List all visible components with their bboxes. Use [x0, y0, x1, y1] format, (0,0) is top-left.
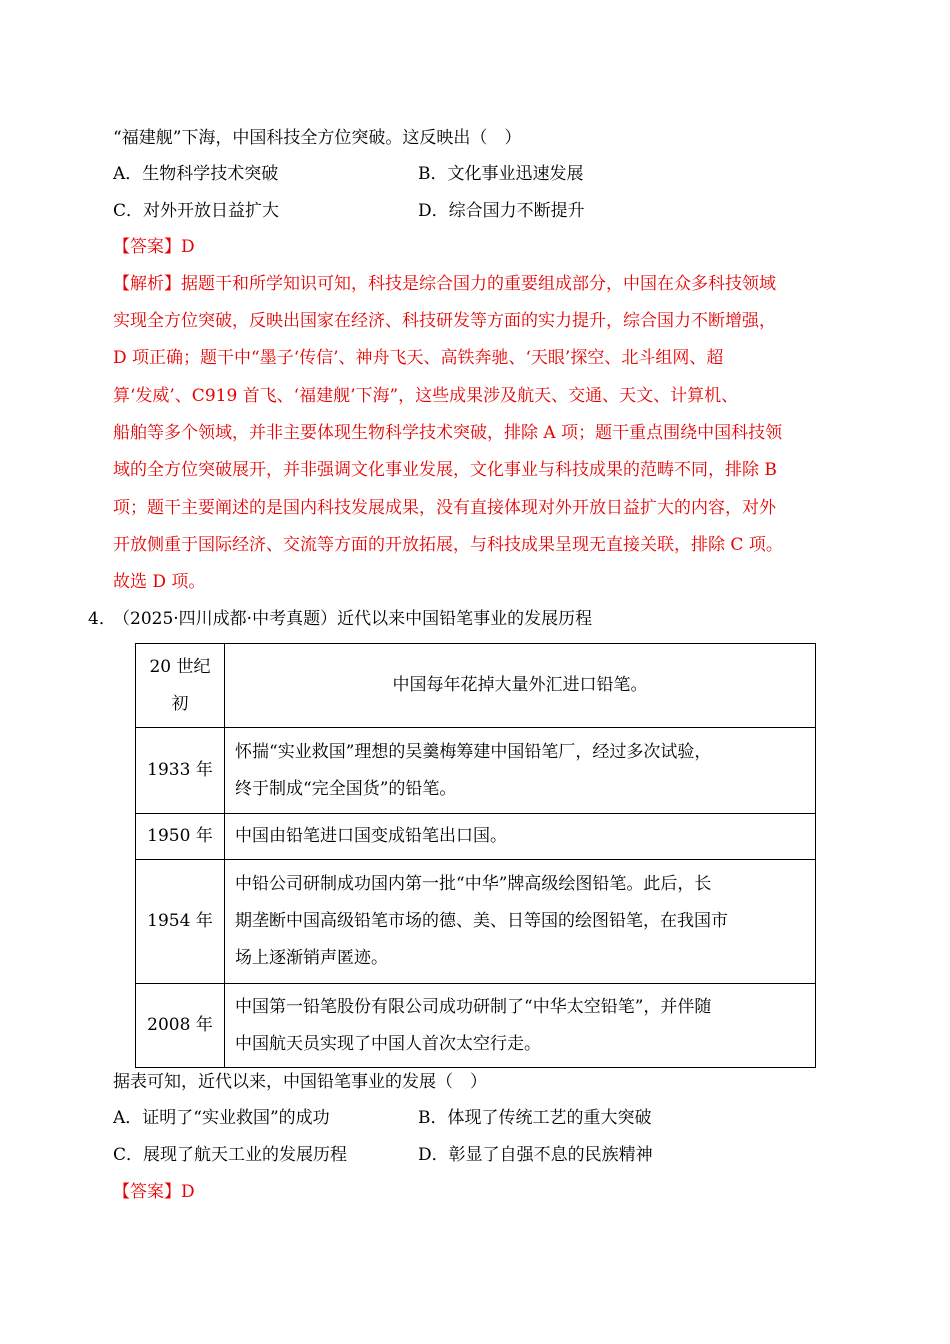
q4-stem: （2025·四川成都·中考真题）近代以来中国铅笔事业的发展历程 [113, 609, 593, 629]
q3-analysis-label: 【解析】 [113, 274, 181, 294]
q3-option-c: C．对外开放日益扩大 [113, 201, 280, 221]
table-event-cell: 中国由铅笔进口国变成铅笔出口国。 [225, 814, 816, 860]
q4-question: 据表可知，近代以来，中国铅笔事业的发展（ ） [113, 1072, 487, 1092]
q3-analysis-line-6: 域的全方位突破展开，并非强调文化事业发展，文化事业与科技成果的范畴不同，排除 B [113, 460, 777, 480]
table-year-cell: 1933 年 [136, 728, 225, 814]
table-year-cell: 1954 年 [136, 860, 225, 984]
q3-option-a: A．生物科学技术突破 [113, 164, 279, 184]
q4-option-d: D．彰显了自强不息的民族精神 [418, 1145, 653, 1165]
q3-analysis-line-3: D 项正确；题干中“墨子‘传信’、神舟飞天、高铁奔驰、‘天眼’探空、北斗组网、超 [113, 348, 724, 368]
q3-option-b: B．文化事业迅速发展 [418, 164, 584, 184]
q3-analysis-line-8: 开放侧重于国际经济、交流等方面的开放拓展，与科技成果呈现无直接关联，排除 C 项。 [113, 535, 783, 555]
table-event-cell: 中铅公司研制成功国内第一批“中华”牌高级绘图铅笔。此后，长 期垄断中国高级铅笔市场的德、美、日等国的绘图铅笔，在我国市 场上逐渐销声匿迹。 [225, 860, 816, 984]
table-event-cell: 怀揣“实业救国”理想的吴羹梅筹建中国铅笔厂，经过多次试验， 终于制成“完全国货”的铅笔。 [225, 728, 816, 814]
table-row [136, 984, 816, 1068]
q3-answer: 【答案】D [113, 237, 195, 257]
history-table [135, 643, 816, 1068]
q3-analysis-line-5: 船舶等多个领域，并非主要体现生物科学技术突破，排除 A 项；题干重点围绕中国科技领 [113, 423, 783, 443]
q3-analysis-line-2: 实现全方位突破，反映出国家在经济、科技研发等方面的实力提升，综合国力不断增强， [113, 311, 776, 331]
q3-analysis-line-7: 项；题干主要阐述的是国内科技发展成果，没有直接体现对外开放日益扩大的内容，对外 [113, 498, 776, 518]
q4-number: 4． [88, 609, 116, 629]
table-year-cell: 20 世纪 初 [136, 644, 225, 728]
table-year-cell: 1950 年 [136, 814, 225, 860]
q3-analysis-line-4: 算‘发威’、C919 首飞、‘福建舰’下海”，这些成果涉及航天、交通、天文、计算机、 [113, 386, 739, 406]
q3-stem: “福建舰”下海，中国科技全方位突破。这反映出（ ） [113, 128, 522, 148]
q4-answer: 【答案】D [113, 1182, 195, 1202]
table-row [136, 860, 816, 984]
table-row [136, 814, 816, 860]
q3-analysis-line-9: 故选 D 项。 [113, 572, 206, 592]
table-row [136, 644, 816, 728]
table-event-cell: 中国第一铅笔股份有限公司成功研制了“中华太空铅笔”，并伴随 中国航天员实现了中国人首次太空行走。 [225, 984, 816, 1068]
q4-option-b: B．体现了传统工艺的重大突破 [418, 1108, 652, 1128]
q3-option-d: D．综合国力不断提升 [418, 201, 585, 221]
table-year-cell: 2008 年 [136, 984, 225, 1068]
table-row [136, 728, 816, 814]
table-event-cell: 中国每年花掉大量外汇进口铅笔。 [225, 644, 816, 728]
q4-option-c: C．展现了航天工业的发展历程 [113, 1145, 348, 1165]
q4-option-a: A．证明了“实业救国”的成功 [113, 1108, 330, 1128]
q3-analysis-line-1: 【解析】据题干和所学知识可知，科技是综合国力的重要组成部分，中国在众多科技领域 [113, 274, 776, 294]
